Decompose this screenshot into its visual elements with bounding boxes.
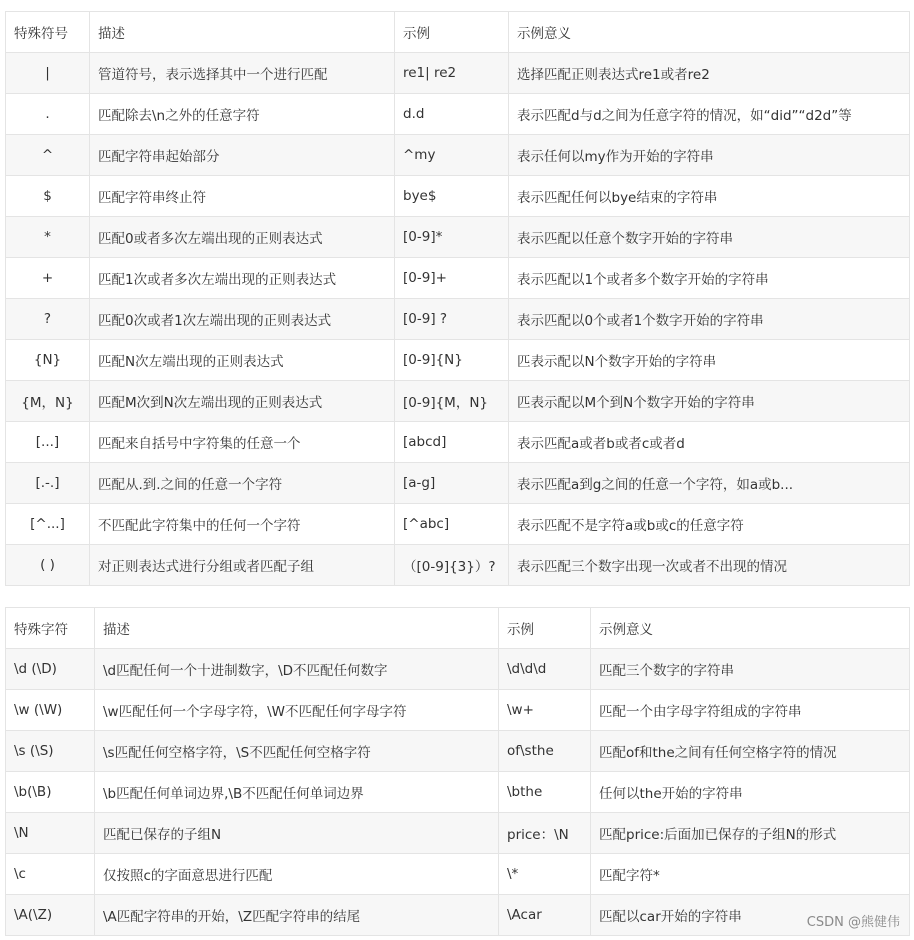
table-cell: [^abc]: [395, 504, 509, 545]
table-cell: 选择匹配正则表达式re1或者re2: [509, 53, 910, 94]
table-row: [6, 504, 910, 545]
column-header: 示例意义: [591, 608, 910, 649]
table-cell: of\sthe: [499, 731, 591, 772]
table-cell: [0-9]{N}: [395, 340, 509, 381]
table-row: [6, 895, 910, 936]
table-row: [6, 649, 910, 690]
table-cell: 表示匹配以任意个数字开始的字符串: [509, 217, 910, 258]
table-cell: 表示匹配a或者b或者c或者d: [509, 422, 910, 463]
table-cell: 匹配N次左端出现的正则表达式: [90, 340, 395, 381]
table-row: [6, 854, 910, 895]
table-cell: \s (\S): [6, 731, 95, 772]
table-cell: ^: [6, 135, 90, 176]
table-cell: ?: [6, 299, 90, 340]
table-cell: \b(\B): [6, 772, 95, 813]
table-cell: 匹配1次或者多次左端出现的正则表达式: [90, 258, 395, 299]
header-row: [6, 12, 910, 53]
table-cell: \N: [6, 813, 95, 854]
table-cell: $: [6, 176, 90, 217]
column-header: 描述: [90, 12, 395, 53]
table-row: [6, 813, 910, 854]
table-cell: ( ): [6, 545, 90, 586]
table-cell: [a-g]: [395, 463, 509, 504]
table-cell: 匹配已保存的子组N: [95, 813, 499, 854]
table-cell: +: [6, 258, 90, 299]
table-cell: \w匹配任何一个字母字符，\W不匹配任何字母字符: [95, 690, 499, 731]
table-cell: 匹配M次到N次左端出现的正则表达式: [90, 381, 395, 422]
table-cell: \d (\D): [6, 649, 95, 690]
table-row: [6, 340, 910, 381]
column-header: 示例: [395, 12, 509, 53]
table-row: [6, 545, 910, 586]
table-cell: \w (\W): [6, 690, 95, 731]
table-cell: \w+: [499, 690, 591, 731]
special-characters-table: [5, 607, 910, 936]
table-cell: 匹表示配以M个到N个数字开始的字符串: [509, 381, 910, 422]
table-row: [6, 176, 910, 217]
column-header: 描述: [95, 608, 499, 649]
table-cell: 仅按照c的字面意思进行匹配: [95, 854, 499, 895]
table-cell: \A匹配字符串的开始，\Z匹配字符串的结尾: [95, 895, 499, 936]
table-cell: d.d: [395, 94, 509, 135]
table-cell: 匹配除去\n之外的任意字符: [90, 94, 395, 135]
table-row: [6, 217, 910, 258]
table-cell: [0-9]{M，N}: [395, 381, 509, 422]
table-cell: ^my: [395, 135, 509, 176]
table-cell: 表示匹配d与d之间为任意字符的情况，如“did”“d2d”等: [509, 94, 910, 135]
table-row: [6, 463, 910, 504]
table-row: [6, 772, 910, 813]
table-cell: {M，N}: [6, 381, 90, 422]
table-cell: 匹配字符*: [591, 854, 910, 895]
table-cell: 表示匹配以1个或者多个数字开始的字符串: [509, 258, 910, 299]
table-cell: {N}: [6, 340, 90, 381]
table-cell: [...]: [6, 422, 90, 463]
table-row: [6, 258, 910, 299]
table-cell: 表示匹配任何以bye结束的字符串: [509, 176, 910, 217]
table-cell: .: [6, 94, 90, 135]
table-cell: \A(\Z): [6, 895, 95, 936]
table-cell: 表示匹配三个数字出现一次或者不出现的情况: [509, 545, 910, 586]
table-cell: 匹配三个数字的字符串: [591, 649, 910, 690]
table-cell: （[0-9]{3}）?: [395, 545, 509, 586]
table-cell: 匹配0次或者1次左端出现的正则表达式: [90, 299, 395, 340]
table-cell: 匹配0或者多次左端出现的正则表达式: [90, 217, 395, 258]
table-cell: \c: [6, 854, 95, 895]
table-row: [6, 731, 910, 772]
table-cell: 匹配字符串起始部分: [90, 135, 395, 176]
table-cell: price：\N: [499, 813, 591, 854]
column-header: 示例: [499, 608, 591, 649]
watermark: CSDN @熊健伟: [806, 915, 900, 930]
table-cell: *: [6, 217, 90, 258]
table-cell: 表示任何以my作为开始的字符串: [509, 135, 910, 176]
table-cell: 表示匹配不是字符a或b或c的任意字符: [509, 504, 910, 545]
table-cell: 表示匹配a到g之间的任意一个字符，如a或b...: [509, 463, 910, 504]
table-cell: 匹配字符串终止符: [90, 176, 395, 217]
table-row: [6, 381, 910, 422]
column-header: 特殊符号: [6, 12, 90, 53]
table-cell: 匹配price:后面加已保存的子组N的形式: [591, 813, 910, 854]
table-cell: \*: [499, 854, 591, 895]
column-header: 示例意义: [509, 12, 910, 53]
table-row: [6, 53, 910, 94]
table-cell: re1| re2: [395, 53, 509, 94]
table-cell: [^...]: [6, 504, 90, 545]
table-cell: \d\d\d: [499, 649, 591, 690]
table-cell: 不匹配此字符集中的任何一个字符: [90, 504, 395, 545]
table-cell: 匹配一个由字母字符组成的字符串: [591, 690, 910, 731]
table-cell: [abcd]: [395, 422, 509, 463]
table-cell: 匹配of和the之间有任何空格字符的情况: [591, 731, 910, 772]
table-row: [6, 135, 910, 176]
table-cell: \Acar: [499, 895, 591, 936]
table-cell: 对正则表达式进行分组或者匹配子组: [90, 545, 395, 586]
table-cell: 表示匹配以0个或者1个数字开始的字符串: [509, 299, 910, 340]
table-cell: 匹配从.到.之间的任意一个字符: [90, 463, 395, 504]
table-cell: 匹配来自括号中字符集的任意一个: [90, 422, 395, 463]
table-cell: \s匹配任何空格字符，\S不匹配任何空格字符: [95, 731, 499, 772]
table-cell: |: [6, 53, 90, 94]
table-cell: \d匹配任何一个十进制数字，\D不匹配任何数字: [95, 649, 499, 690]
table-cell: bye$: [395, 176, 509, 217]
table-cell: [0-9]*: [395, 217, 509, 258]
table-cell: 管道符号，表示选择其中一个进行匹配: [90, 53, 395, 94]
table-row: [6, 422, 910, 463]
table-cell: 匹表示配以N个数字开始的字符串: [509, 340, 910, 381]
header-row: [6, 608, 910, 649]
table-row: [6, 94, 910, 135]
special-symbols-table: [5, 11, 910, 586]
table-cell: [0-9] ?: [395, 299, 509, 340]
table-row: [6, 690, 910, 731]
table-cell: \bthe: [499, 772, 591, 813]
table-cell: [.-.]: [6, 463, 90, 504]
column-header: 特殊字符: [6, 608, 95, 649]
table-cell: \b匹配任何单词边界,\B不匹配任何单词边界: [95, 772, 499, 813]
table-cell: 任何以the开始的字符串: [591, 772, 910, 813]
table-cell: 匹配以car开始的字符串: [591, 895, 910, 936]
table-row: [6, 299, 910, 340]
table-cell: [0-9]+: [395, 258, 509, 299]
